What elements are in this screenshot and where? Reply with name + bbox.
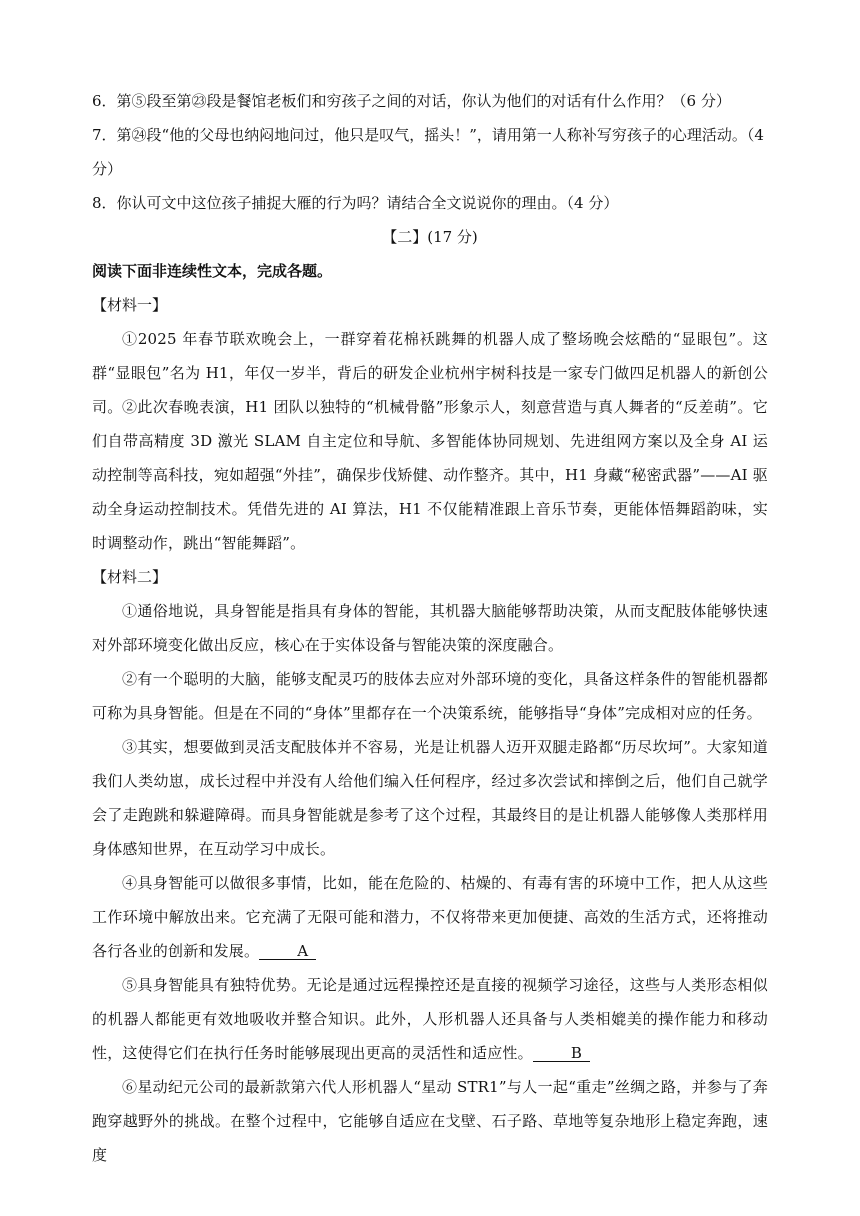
material-1-heading: 【材料一】 xyxy=(92,296,168,314)
material-2-paragraph-2: ②有一个聪明的大脑，能够支配灵巧的肢体去应对外部环境的变化，具备这样条件的智能机器都可称为具身智能。但是在不同的“身体”里都存在一个决策系统，能够指导“身体”完成相对应的任务。 xyxy=(92,670,768,722)
question-6: 6．第⑤段至第㉓段是餐馆老板们和穷孩子之间的对话，你认为他们的对话有什么作用？（6 分） xyxy=(92,92,731,110)
section-instruction: 阅读下面非连续性文本，完成各题。 xyxy=(92,262,333,280)
material-2-paragraph-3: ③其实，想要做到灵活支配肢体并不容易，光是让机器人迈开双腿走路都“历尽坎坷”。大家知道我们人类幼崽，成长过程中并没有人给他们编入任何程序，经过多次尝试和摔倒之后，他们自己就学会了走跑跳和躲避障碍。而具身智能就是参考了这个过程，其最终目的是让机器人能够像人类那样用身体感知世界，在互动学习中成长。 xyxy=(92,738,768,858)
material-1-paragraph-2: ②此次春晚表演，H1 团队以独特的“机械骨骼”形象示人，刻意营造与真人舞者的“反差萌”。它们自带高精度 3D 激光 SLAM 自主定位和导航、多智能体协同规划、先进组网方案以及全身 AI 运动控制等高科技，宛如超强“外挂”，确保步伐矫健、动作整齐。其中，H1 身藏“秘密武器”——AI 驱动全身运动控制技术。凭借先进的 AI 算法，H1 不仅能精准跟上音乐节奏，更能体悟舞蹈韵味，实时调整动作，跳出“智能舞蹈”。 xyxy=(92,398,768,552)
material-1-paragraph-1: ①2025 年春节联欢晚会上，一群穿着花棉袄跳舞的机器人成了整场晚会炫酷的“显眼包”。这群“显眼包”名为 H1，年仅一岁半，背后的研发企业杭州宇树科技是一家专门做四足机器人的新创公司。 xyxy=(92,330,768,416)
section-title: 【二】(17 分) xyxy=(382,228,478,246)
question-8: 8．你认可文中这位孩子捕捉大雁的行为吗？请结合全文说说你的理由。（4 分） xyxy=(92,194,619,212)
material-2-heading: 【材料二】 xyxy=(92,568,168,586)
material-2-paragraph-4-text: ④具身智能可以做很多事情，比如，能在危险的、枯燥的、有毒有害的环境中工作，把人从这些工作环境中解放出来。它充满了无限可能和潜力，不仅将带来更加便捷、高效的生活方式，还将推动各行各业的创新和发展。 xyxy=(92,874,768,960)
material-2-paragraph-5 xyxy=(92,968,768,1070)
blank-a: A xyxy=(259,943,316,960)
material-2-paragraph-6: ⑥星动纪元公司的最新款第六代人形机器人“星动 STR1”与人一起“重走”丝绸之路，并参与了奔跑穿越野外的挑战。在整个过程中，它能够自适应在戈壁、石子路、草地等复杂地形上稳定奔跑，速度 xyxy=(92,1078,768,1164)
blank-b: B xyxy=(533,1045,590,1062)
material-2-paragraph-4 xyxy=(92,866,768,968)
material-2-paragraph-1: ①通俗地说，具身智能是指具有身体的智能，其机器大脑能够帮助决策，从而支配肢体能够快速对外部环境变化做出反应，核心在于实体设备与智能决策的深度融合。 xyxy=(92,602,768,654)
question-7: 7．第㉔段“他的父母也纳闷地问过，他只是叹气，摇头！”，请用第一人称补写穷孩子的心理活动。（4 分） xyxy=(92,126,764,178)
material-2-paragraph-5-text: ⑤具身智能具有独特优势。无论是通过远程操控还是直接的视频学习途径，这些与人类形态相似的机器人都能更有效地吸收并整合知识。此外，人形机器人还具备与人类相媲美的操作能力和移动性，这使得它们在执行任务时能够展现出更高的灵活性和适应性。 xyxy=(92,976,768,1062)
